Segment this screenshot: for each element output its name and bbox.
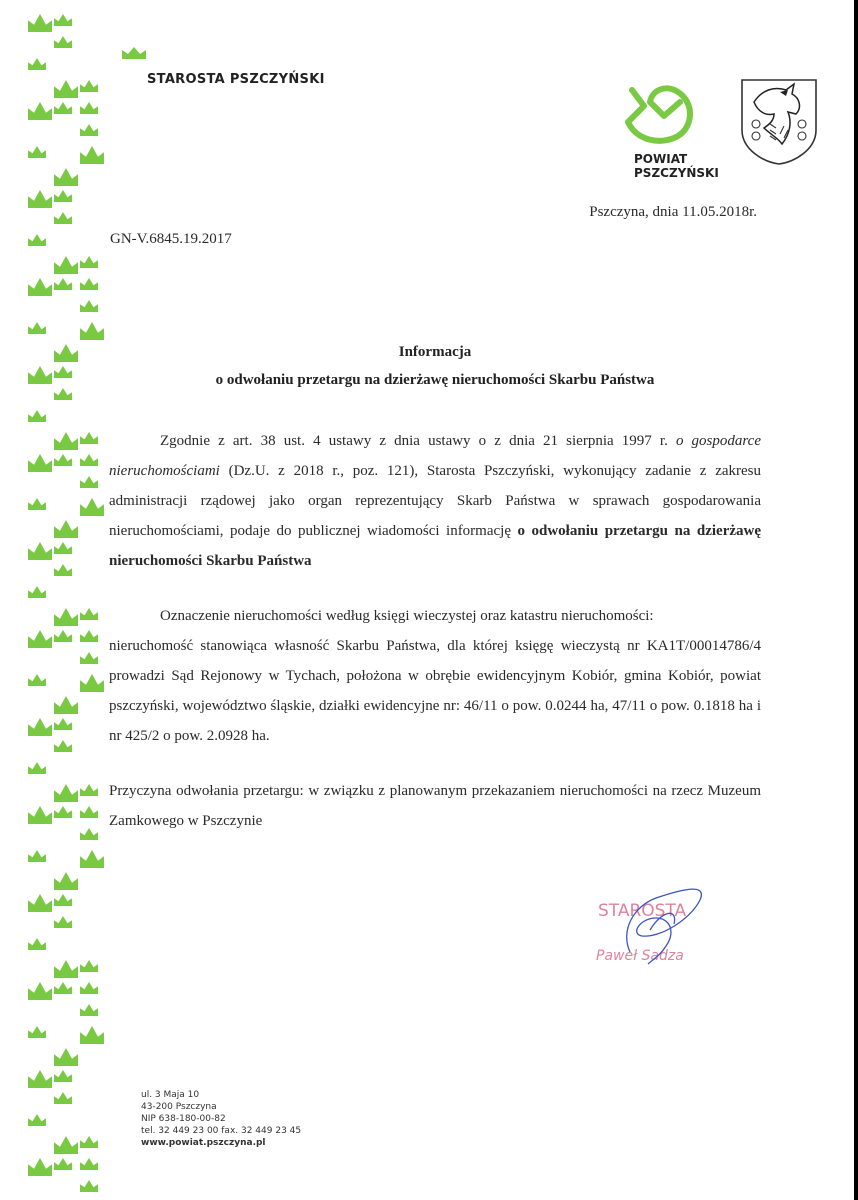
crown-pattern-icon [28,366,52,384]
crown-pattern-icon [28,102,52,120]
powiat-logo-label [634,152,719,180]
crown-pattern-icon [80,850,104,868]
crown-pattern-icon [80,432,98,444]
coat-of-arms-eagle-icon [740,78,818,166]
powiat-label-line1: POWIAT [634,152,688,166]
crown-pattern-icon [28,278,52,296]
powiat-label-line2: PSZCZYŃSKI [634,166,719,180]
crown-pattern-icon [54,1158,72,1170]
crown-pattern-icon [80,476,98,488]
crown-pattern-icon [54,872,78,890]
crown-pattern-icon [28,762,46,774]
crown-pattern-icon [80,322,104,340]
crown-pattern-icon [80,982,98,994]
crown-pattern-icon [80,102,98,114]
signature-stamp [590,860,720,970]
crown-pattern-icon [80,1180,98,1192]
footer-contact [141,1089,301,1149]
crown-pattern-icon [54,1048,78,1066]
crown-pattern-icon [80,1158,98,1170]
crown-pattern-icon [28,454,52,472]
crown-pattern-icon [28,146,46,158]
crown-pattern-icon [28,498,46,510]
crown-pattern-icon [80,652,98,664]
crown-pattern-icon [28,630,52,648]
crown-pattern-icon [54,14,72,26]
crown-pattern-icon [54,36,72,48]
footer-website: www.powiat.pszczyna.pl [141,1138,266,1148]
reference-number: GN-V.6845.19.2017 [110,231,232,247]
crown-pattern-icon [54,190,72,202]
crown-pattern-icon [80,806,98,818]
crown-pattern-icon [54,344,78,362]
crown-pattern-icon [80,278,98,290]
crown-pattern-icon [54,520,78,538]
crown-pattern-icon [54,960,78,978]
crown-pattern-icon [54,1136,78,1154]
crown-pattern-icon [54,894,72,906]
crown-pattern-icon [80,256,98,268]
crown-pattern-icon [54,740,72,752]
footer-address-city: 43-200 Pszczyna [141,1102,217,1112]
office-title: STAROSTA PSZCZYŃSKI [147,72,325,87]
crown-pattern-icon [54,212,72,224]
crown-pattern-icon [28,586,46,598]
crown-pattern-icon [80,674,104,692]
crown-pattern-icon [28,190,52,208]
crown-pattern-icon [80,80,98,92]
crown-pattern-icon [28,542,52,560]
crown-pattern-icon [54,1070,72,1082]
crown-logo-icon [122,47,146,59]
cancellation-reason: Przyczyna odwołania przetargu: w związku z planowanym przekazaniem nieruchomości na rzecz Muzeum Zamkowego w Pszczynie [109,783,761,829]
crown-pattern-icon [54,916,72,928]
crown-pattern-icon [54,630,72,642]
document-title: Informacja [398,344,472,360]
crown-pattern-icon [28,1026,46,1038]
crown-pattern-icon [28,674,46,686]
footer-nip: NIP 638-180-00-82 [141,1114,226,1124]
crown-pattern-icon [54,1092,72,1104]
crown-pattern-icon [54,784,78,802]
document-subtitle: o odwołaniu przetargu na dzierżawę nieruchomości Skarbu Państwa [215,372,655,388]
crown-pattern-icon [80,1004,98,1016]
paragraph-reason [109,776,761,836]
crown-pattern-icon [28,234,46,246]
crown-pattern-icon [54,432,78,450]
crown-pattern-icon [28,806,52,824]
crown-pattern-icon [54,80,78,98]
footer-phone: tel. 32 449 23 00 fax. 32 449 23 45 [141,1126,302,1136]
legal-basis-text-b: (Dz.U. z 2018 r., poz. 121), Starosta Pszczyński, wykonujący zadanie z zakresu administracji rządowej jako organ reprezentujący Skarb Państwa w sprawach gospodarowania nieruchomościami, podaje do publicznej wiadomości informację [109,463,761,539]
crown-pattern-icon [54,168,78,186]
property-details: nieruchomość stanowiąca własność Skarbu Państwa, dla której księgę wieczystą nr KA1T/00014786/4 prowadzi Sąd Rejonowy w Tychach, położona w obrębie ewidencyjnym Kobiór, gmina Kobiór, powiat pszczyński, województwo śląskie, działki ewidencyjne nr: 46/11 o pow. 0.0244 ha, 47/11 o pow. 0.1818 ha i nr 425/2 o pow. 2.0928 ha. [109,638,761,744]
crown-pattern-icon [54,278,72,290]
crown-pattern-icon [80,960,98,972]
legal-basis-text-a: Zgodnie z art. 38 ust. 4 ustawy z dnia ustawy o z dnia 21 sierpnia 1997 r. [160,433,676,449]
crown-pattern-icon [28,938,46,950]
crown-pattern-icon [80,1136,98,1148]
crown-pattern-icon [54,366,72,378]
crown-pattern-icon [80,1026,104,1044]
crown-pattern-icon [28,894,52,912]
document-date: Pszczyna, dnia 11.05.2018r. [589,204,757,220]
crown-pattern-icon [28,410,46,422]
crown-pattern-icon [80,630,98,642]
crown-pattern-icon [54,564,72,576]
crown-pattern-icon [54,696,78,714]
crown-pattern-icon [28,1158,52,1176]
crown-pattern-icon [80,608,98,620]
crown-pattern-icon [54,982,72,994]
crown-pattern-icon [28,58,46,70]
crown-pattern-icon [54,388,72,400]
crown-pattern-icon [80,498,104,516]
crown-pattern-icon [54,542,72,554]
crown-pattern-icon [54,256,78,274]
paragraph-property-description [109,601,761,751]
crown-pattern-icon [54,806,72,818]
crown-pattern-icon [80,300,98,312]
crown-pattern-icon [28,850,46,862]
crown-pattern-icon [80,784,98,796]
stamp-name: Paweł Sadza [596,948,684,964]
crown-pattern-icon [80,454,98,466]
crown-pattern-icon [28,322,46,334]
crown-pattern-icon [54,718,72,730]
stamp-title: STAROSTA [598,901,687,921]
crown-pattern-icon [80,828,98,840]
crown-pattern-icon [80,146,104,164]
crown-pattern-icon [28,1114,46,1126]
crown-pattern-icon [80,124,98,136]
crown-pattern-icon [28,718,52,736]
crown-pattern-icon [54,102,72,114]
act-title-italic: o gospodarce nieruchomościami [109,433,761,479]
paragraph-legal-basis [109,426,761,576]
crown-pattern-icon [28,1070,52,1088]
decorative-crown-border [0,0,110,1200]
crown-pattern-icon [54,454,72,466]
crown-pattern-icon [54,608,78,626]
powiat-logo-icon [622,82,698,150]
announcement-bold: o odwołaniu przetargu na dzierżawę nieruchomości Skarbu Państwa [109,523,761,569]
footer-address-street: ul. 3 Maja 10 [141,1090,200,1100]
crown-pattern-icon [28,982,52,1000]
property-heading: Oznaczenie nieruchomości według księgi wieczystej oraz katastru nieruchomości: [160,608,654,624]
crown-pattern-icon [28,14,52,32]
